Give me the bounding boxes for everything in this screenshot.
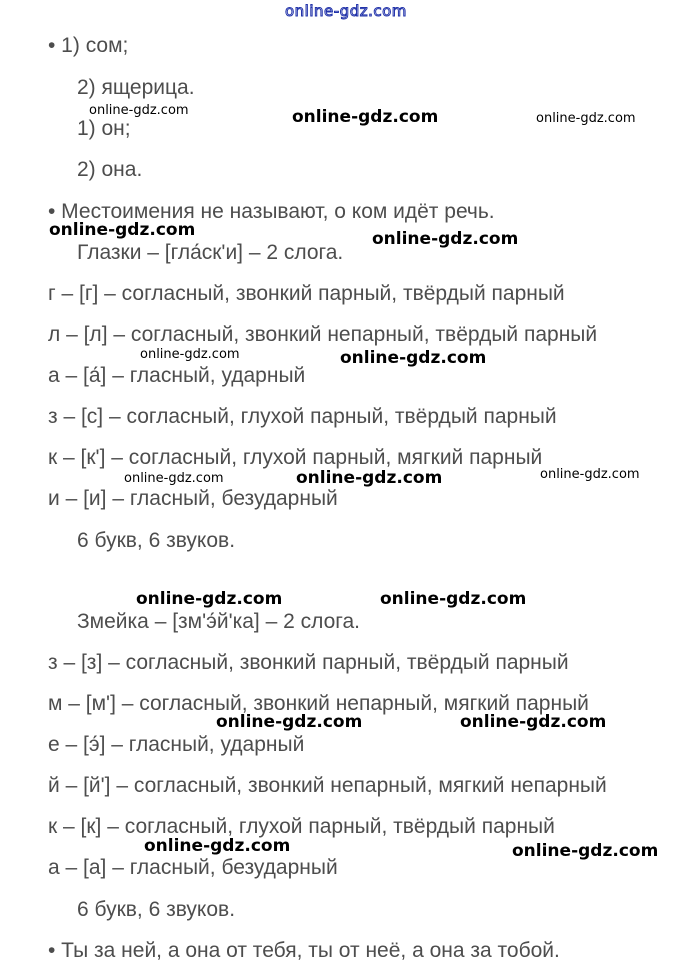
answer-line: а – [а] – гласный, безударный bbox=[48, 856, 338, 879]
watermark: online-gdz.com bbox=[540, 467, 640, 482]
watermark: online-gdz.com bbox=[140, 347, 240, 362]
watermark: online-gdz.com bbox=[536, 111, 636, 126]
answer-line: й – [й'] – согласный, звонкий непарный, мягкий непарный bbox=[48, 774, 607, 797]
answer-line: 1) он; bbox=[77, 117, 131, 140]
answer-line: а – [а́] – гласный, ударный bbox=[48, 364, 306, 387]
watermark: online-gdz.com bbox=[136, 589, 283, 609]
answer-line: 2) ящерица. bbox=[77, 76, 195, 99]
answer-line: 2) она. bbox=[77, 158, 143, 181]
answer-line: е – [э́] – гласный, ударный bbox=[48, 733, 305, 756]
watermark: online-gdz.com bbox=[340, 348, 487, 368]
answer-line: 6 букв, 6 звуков. bbox=[77, 529, 236, 552]
watermark: online-gdz.com bbox=[49, 220, 196, 240]
answer-line: з – [з] – согласный, звонкий парный, твёрдый парный bbox=[48, 651, 569, 674]
header-watermark: online-gdz.com bbox=[285, 2, 407, 20]
answer-line: • 1) сом; bbox=[48, 34, 129, 57]
answer-line: Змейка – [зм'э́й'ка] – 2 слога. bbox=[77, 610, 360, 633]
watermark: online-gdz.com bbox=[216, 712, 363, 732]
watermark: online-gdz.com bbox=[372, 229, 519, 249]
answer-line: • Ты за ней, а она от тебя, ты от неё, а она за тобой. bbox=[48, 939, 560, 962]
answer-line: • Местоимения не называют, о ком идёт речь. bbox=[48, 200, 495, 223]
answer-line: и – [и] – гласный, безударный bbox=[48, 487, 338, 510]
answer-line: л – [л] – согласный, звонкий непарный, твёрдый парный bbox=[48, 323, 598, 346]
watermark: online-gdz.com bbox=[380, 589, 527, 609]
watermark: online-gdz.com bbox=[89, 103, 189, 118]
watermark: online-gdz.com bbox=[124, 471, 224, 486]
answer-line: з – [с] – согласный, глухой парный, твёрдый парный bbox=[48, 405, 557, 428]
watermark: online-gdz.com bbox=[296, 468, 443, 488]
answer-line: к – [к'] – согласный, глухой парный, мягкий парный bbox=[48, 446, 543, 469]
answer-line: к – [к] – согласный, глухой парный, твёрдый парный bbox=[48, 815, 555, 838]
answer-line: м – [м'] – согласный, звонкий непарный, мягкий парный bbox=[48, 692, 589, 715]
answer-line: г – [г] – согласный, звонкий парный, твёрдый парный bbox=[48, 282, 565, 305]
watermark: online-gdz.com bbox=[144, 836, 291, 856]
watermark: online-gdz.com bbox=[512, 841, 659, 861]
watermark: online-gdz.com bbox=[460, 712, 607, 732]
answer-line: 6 букв, 6 звуков. bbox=[77, 898, 236, 921]
watermark: online-gdz.com bbox=[292, 107, 439, 127]
answer-line: Глазки – [гла́ск'и] – 2 слога. bbox=[77, 241, 344, 264]
